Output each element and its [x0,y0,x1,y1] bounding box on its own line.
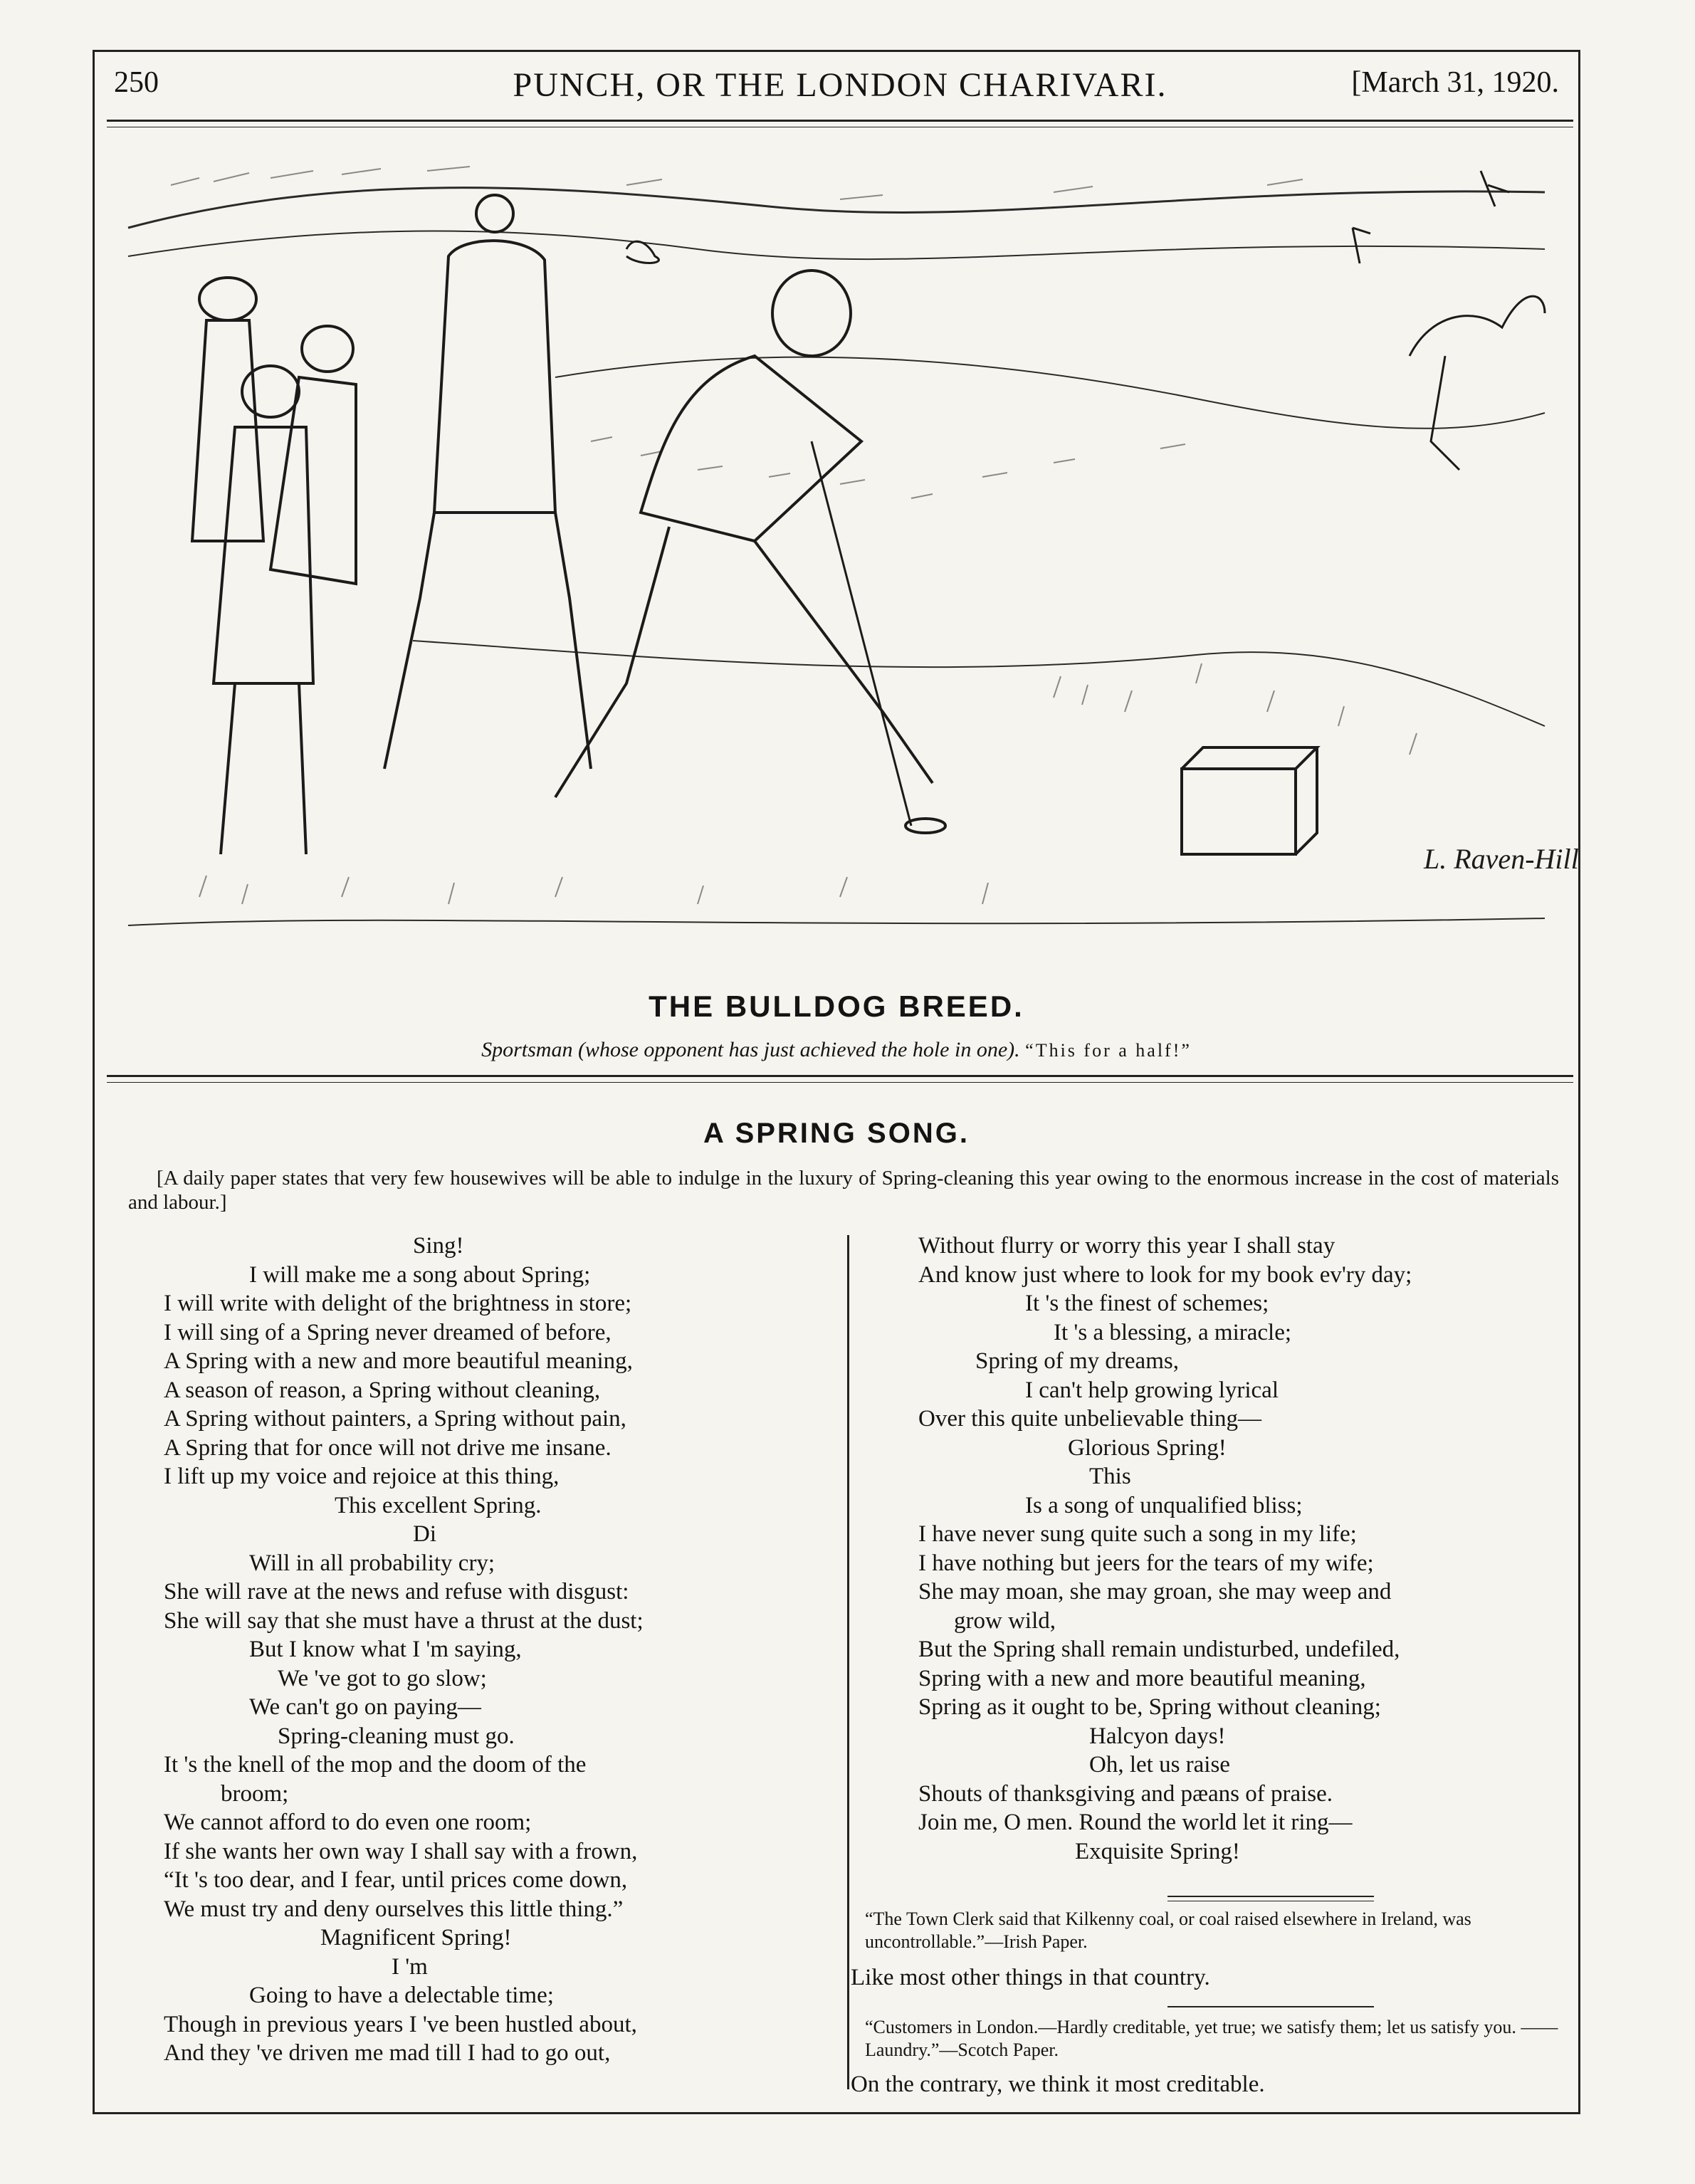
poem-line: grow wild, [954,1607,1056,1634]
section-rule [107,1075,1573,1077]
snippet-comment: Like most other things in that country. [851,1965,1210,1990]
poem-line: A season of reason, a Spring without cleaning, [164,1377,601,1403]
poem-line: Oh, let us raise [1089,1752,1230,1778]
poem-line: I will sing of a Spring never dreamed of before, [164,1319,612,1345]
cartoon-illustration [128,142,1579,975]
poem-line: I 'm [392,1953,428,1980]
poem-line: Sing! [413,1233,464,1259]
poem-line: This [1089,1464,1131,1489]
poem-line: We 've got to go slow; [278,1665,487,1691]
golf-cartoon-drawing [128,142,1579,975]
artist-signature: L. Raven-Hill [1424,843,1579,875]
section-rule-thin [107,1082,1573,1083]
header-rule [107,120,1573,122]
poem-line: I lift up my voice and rejoice at this thing, [164,1464,560,1489]
poem-line: Shouts of thanksgiving and pæans of praise. [918,1780,1333,1807]
poem-line: Though in previous years I 've been hustled about, [164,2011,637,2037]
masthead-title: PUNCH, OR THE LONDON CHARIVARI. [513,66,1167,104]
poem-line: We cannot afford to do even one room; [164,1810,532,1835]
poem-line: We must try and deny ourselves this little thing.” [164,1896,624,1922]
poem-line: Spring of my dreams, [975,1348,1179,1374]
snippet-comment: On the contrary, we think it most creditable. [851,2072,1265,2097]
issue-date: [March 31, 1920. [1351,66,1559,99]
page-header [114,65,1566,115]
poem-line: Di [413,1521,436,1547]
poem-line: I can't help growing lyrical [1025,1377,1279,1403]
poem-line: Join me, O men. Round the world let it ring— [918,1810,1353,1835]
poem-line: Glorious Spring! [1068,1434,1227,1461]
cartoon-caption-italic: Sportsman (whose opponent has just achieved the hole in one). [481,1038,1020,1061]
poem-line: Halcyon days! [1089,1723,1226,1749]
poem-line: Magnificent Spring! [320,1925,512,1951]
poem-line: But the Spring shall remain undisturbed, undefiled, [918,1637,1400,1662]
poem-line: This excellent Spring. [335,1492,542,1518]
cartoon-caption [93,1038,1580,1062]
poem-line: We can't go on paying— [249,1694,481,1720]
poem-line: “It 's too dear, and I fear, until prices come down, [164,1867,628,1893]
poem-line: She will rave at the news and refuse with disgust: [164,1579,629,1605]
snippet-rule [1167,1896,1374,1897]
poem-line: It 's the knell of the mop and the doom of the [164,1752,587,1778]
poem-line: I will write with delight of the brightness in store; [164,1291,632,1316]
snippet-quote: “The Town Clerk said that Kilkenny coal, or coal raised elsewhere in Ireland, was uncontrollable.”—Irish Paper. [865,1909,1471,1952]
cartoon-title: THE BULLDOG BREED. [649,989,1024,1023]
poem-line: It 's a blessing, a miracle; [1054,1319,1292,1345]
poem-line: I have never sung quite such a song in my life; [918,1521,1357,1547]
poem-line: Will in all probability cry; [249,1550,495,1576]
column-separator [847,1235,849,2089]
song-title: A SPRING SONG. [703,1118,970,1149]
snippet-quote: “Customers in London.—Hardly creditable, yet true; we satisfy them; let us satisfy you. —— Laundry.”—Scotch Paper. [865,2017,1558,2060]
poem-line: It 's the finest of schemes; [1025,1291,1269,1316]
cartoon-caption-quote: “This for a half!” [1025,1040,1192,1061]
poem-line: Spring with a new and more beautiful meaning, [918,1665,1366,1691]
poem-line: If she wants her own way I shall say with a frown, [164,1838,638,1864]
page-number: 250 [114,66,159,99]
poem-line: Over this quite unbelievable thing— [918,1406,1262,1432]
poem-line: She will say that she must have a thrust at the dust; [164,1607,644,1634]
poem-line: Exquisite Spring! [1075,1838,1240,1864]
poem-line: Spring-cleaning must go. [278,1723,515,1749]
snippet-divider [1167,2006,1374,2007]
poem-line: A Spring with a new and more beautiful meaning, [164,1348,633,1374]
song-editorial-note: [A daily paper states that very few housewives will be able to indulge in the luxury of Spring-cleaning this year owing to the enormous increase in the cost of materials and labour.] [128,1167,1559,1214]
poem-line: She may moan, she may groan, she may weep and [918,1579,1392,1605]
poem-line: broom; [221,1780,289,1807]
poem-line: Is a song of unqualified bliss; [1025,1492,1303,1518]
poem-line: And they 've driven me mad till I had to go out, [164,2040,611,2066]
poem-line: Going to have a delectable time; [249,1983,554,2008]
poem-line: Without flurry or worry this year I shall stay [918,1233,1335,1259]
poem-line: Spring as it ought to be, Spring without cleaning; [918,1694,1381,1720]
poem-line: I have nothing but jeers for the tears of my wife; [918,1550,1374,1576]
poem-line: I will make me a song about Spring; [249,1261,591,1288]
poem-line: But I know what I 'm saying, [249,1637,522,1662]
poem-line: A Spring that for once will not drive me insane. [164,1434,612,1461]
poem-line: A Spring without painters, a Spring without pain, [164,1406,626,1432]
poem-line: And know just where to look for my book ev'ry day; [918,1261,1412,1288]
